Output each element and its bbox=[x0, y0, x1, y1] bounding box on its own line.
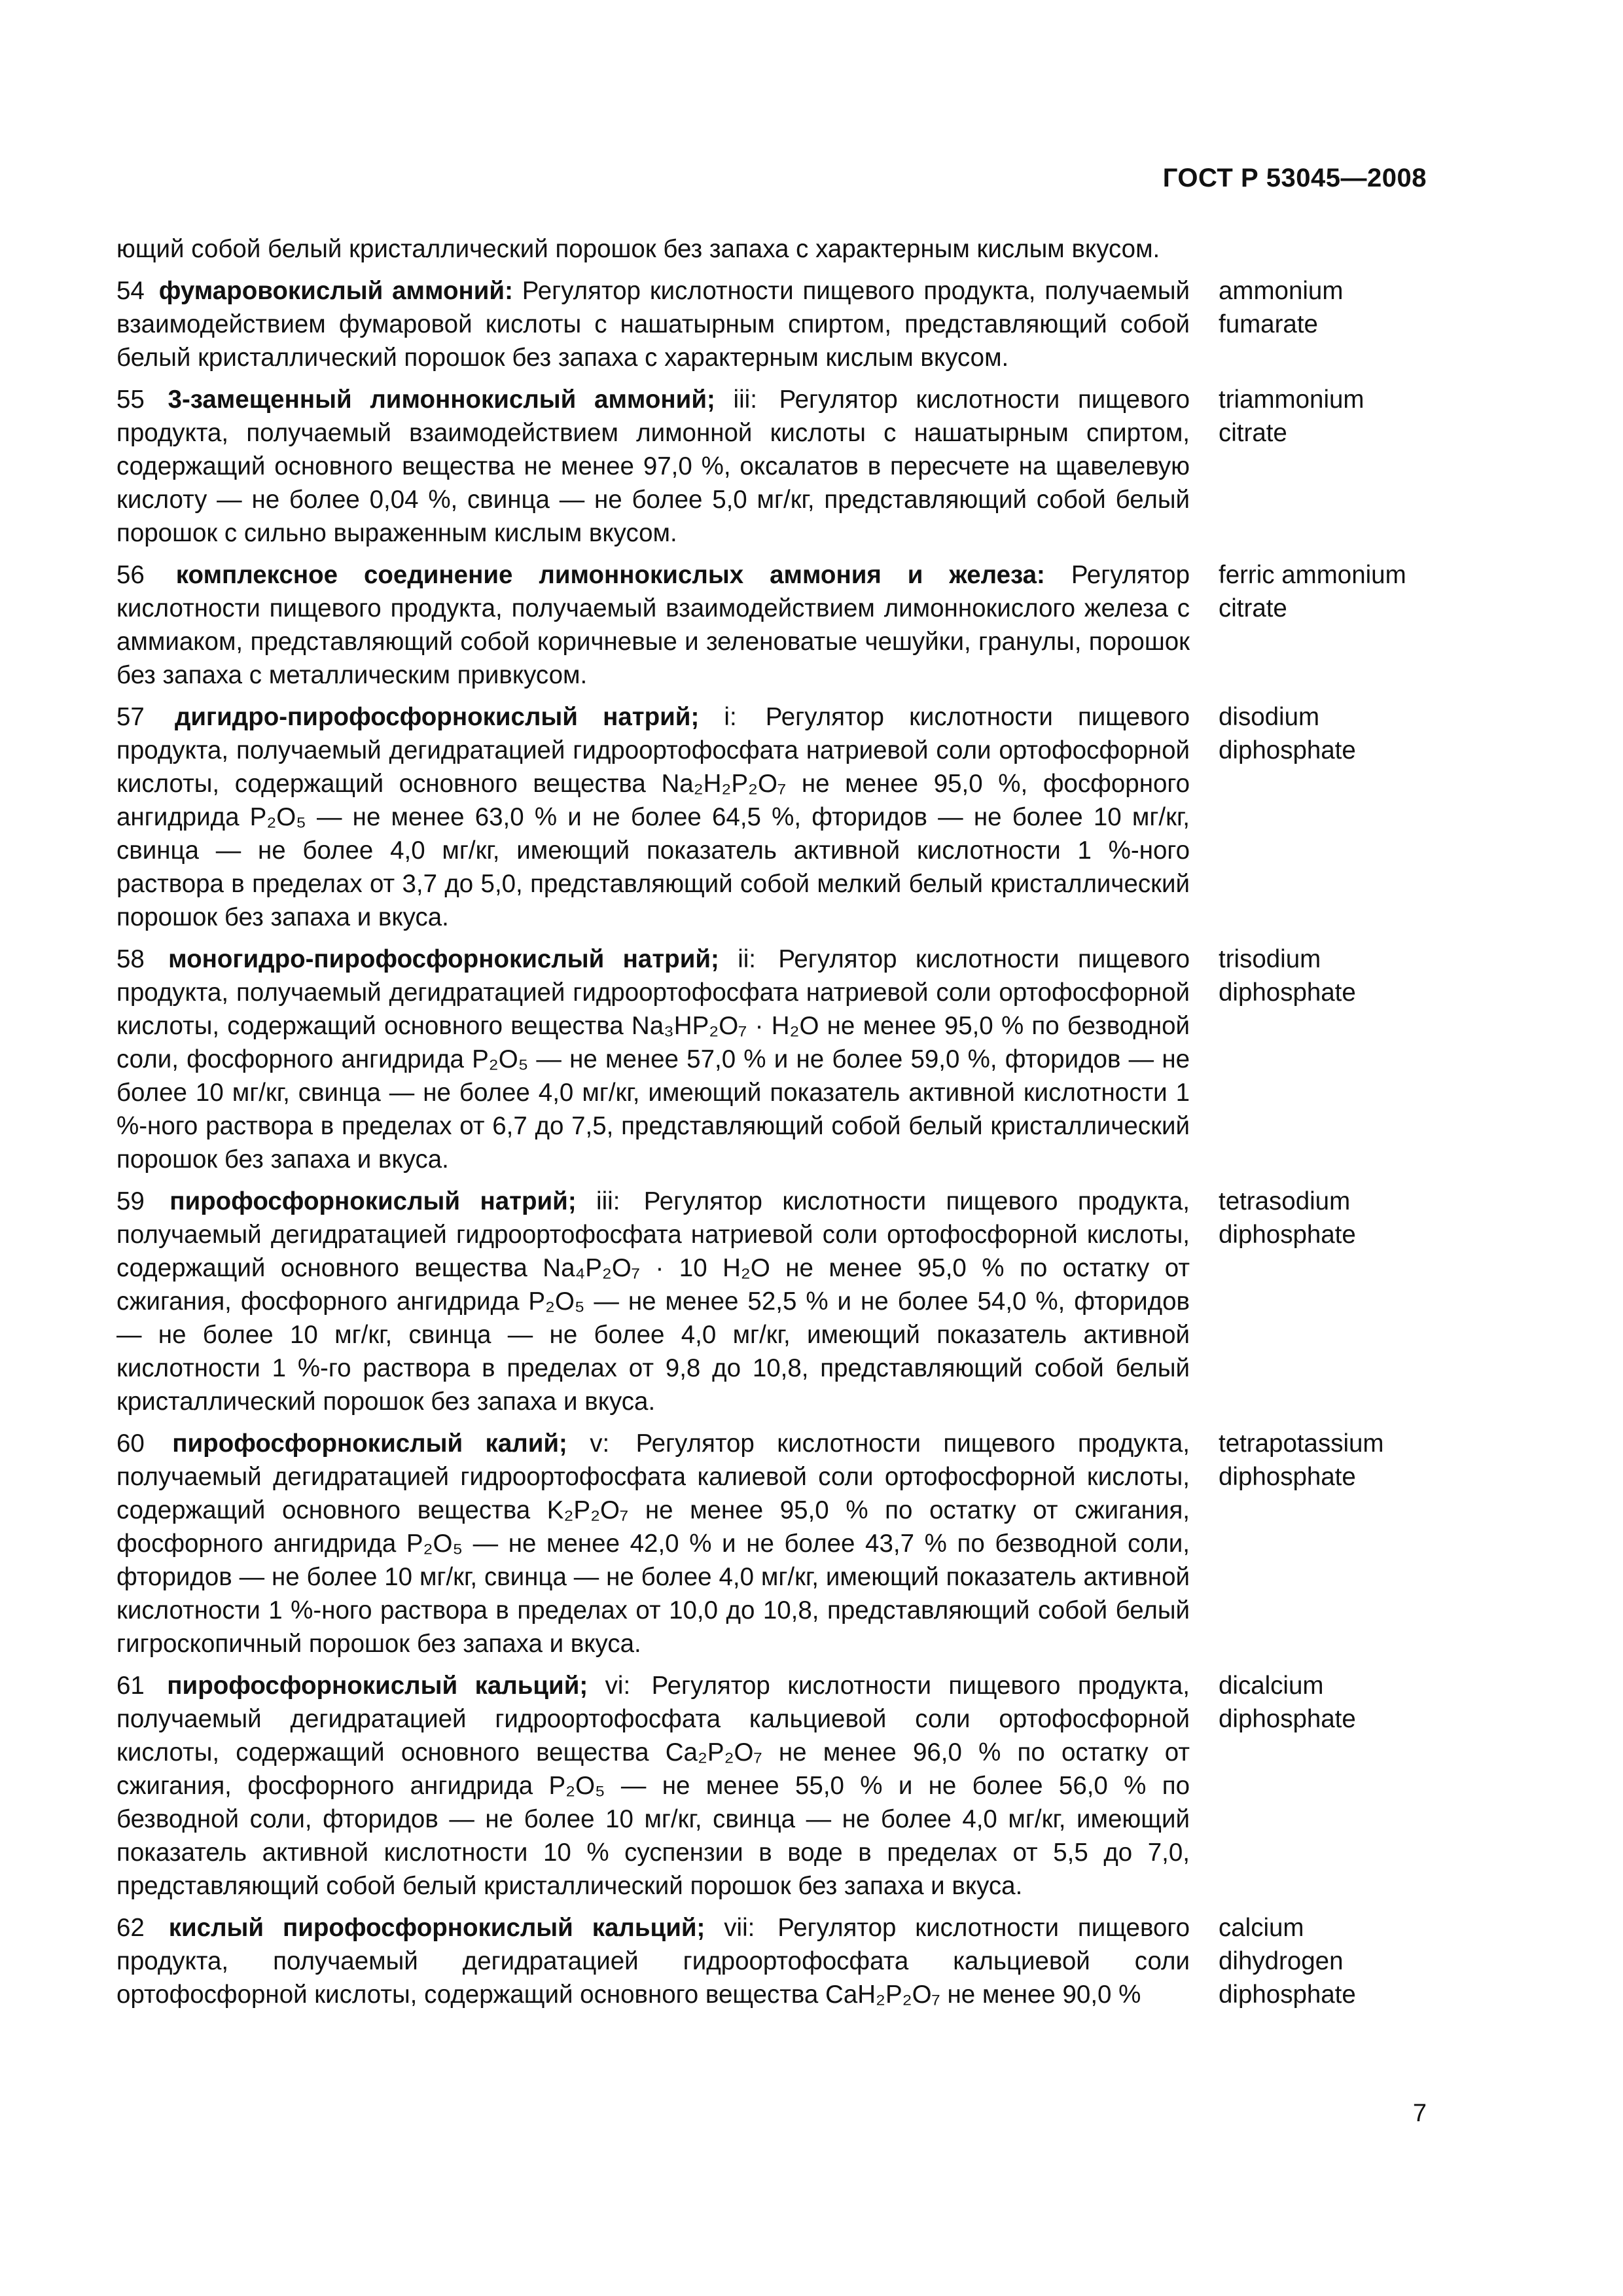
entry-text: Регулятор кислотности пищевого продукта, получаемый дегидратацией гидроортофосфата кальциевой соли ортофосфорной кислоты, содержащий основного вещества Ca₂P₂O₇ не менее 96,0 % по остатку от сжигания, фосфорного ангидрида P₂O₅ — не менее 55,0 % и не более 56,0 % по безводной соли, фторидов — не более 10 мг/кг, свинца — не более 4,0 мг/кг, имеющий показатель активной кислотности 10 % суспензии в воде в пределах от 5,5 до 7,0, представляющий собой белый кристаллический порошок без запаха и вкуса. bbox=[116, 1672, 1190, 1900]
entry-term-ru: пирофосфорнокислый натрий; bbox=[169, 1187, 577, 1215]
entry-description bbox=[116, 1669, 1190, 1903]
entry-term-en: disodium diphosphate bbox=[1219, 703, 1356, 764]
entry-55 bbox=[116, 383, 1445, 550]
entry-term-en: dicalcium diphosphate bbox=[1219, 1672, 1356, 1733]
entry-code: ii: bbox=[738, 945, 757, 973]
entry-60 bbox=[116, 1427, 1445, 1660]
entry-text: Регулятор кислотности пищевого продукта, получаемый взаимодействием лимоннокислого железа с аммиаком, представляющий собой коричневые и зеленоватые чешуйки, гранулы, порошок без запаха с металлическим привкусом. bbox=[116, 561, 1190, 689]
entry-text: Регулятор кислотности пищевого продукта, получаемый взаимодействием лимонной кислоты с нашатырным спиртом, содержащий основного вещества не менее 97,0 %, оксалатов в пересчете на щавелевую кислоту — не более 0,04 %, свинца — не более 5,0 мг/кг, представляющий собой белый порошок с сильно выраженным кислым вкусом. bbox=[116, 386, 1190, 547]
entry-code: vi: bbox=[605, 1672, 631, 1700]
entry-term-ru: фумаровокислый аммоний: bbox=[158, 277, 513, 305]
entry-term-ru: 3-замещенный лимоннокислый аммоний; bbox=[168, 386, 715, 414]
document-body bbox=[116, 232, 1445, 2020]
entry-description bbox=[116, 942, 1190, 1176]
entry-description bbox=[116, 700, 1190, 934]
page-number: 7 bbox=[1412, 2100, 1427, 2127]
entry-number: 54 bbox=[116, 277, 145, 305]
entry-term-ru: комплексное соединение лимоннокислых аммония и железа: bbox=[175, 561, 1045, 589]
entry-term-en: trisodium diphosphate bbox=[1219, 945, 1356, 1007]
entry-text: Регулятор кислотности пищевого продукта, получаемый дегидратацией гидроортофосфата натриевой соли ортофосфорной кислоты, содержащий основного вещества Na₃HP₂O₇ · H₂O не менее 95,0 % по безводной соли, фосфорного ангидрида P₂O₅ — не менее 57,0 % и не более 59,0 %, фторидов — не более 10 мг/кг, свинца — не более 4,0 мг/кг, имеющий показатель активной кислотности 1 %-ного раствора в пределах от 6,7 до 7,5, представляющий собой белый кристаллический порошок без запаха и вкуса. bbox=[116, 945, 1190, 1174]
entry-number: 61 bbox=[116, 1672, 145, 1700]
entry-code: vii: bbox=[724, 1914, 755, 1942]
entry-code: iii: bbox=[733, 386, 757, 414]
entry-56 bbox=[116, 558, 1445, 692]
entry-description bbox=[116, 1185, 1190, 1418]
entry-code: i: bbox=[724, 703, 737, 731]
entry-term-en: tetrapotassium diphosphate bbox=[1219, 1429, 1384, 1491]
entry-term-en: ammonium fumarate bbox=[1219, 277, 1344, 338]
entry-term-en: tetrasodium diphosphate bbox=[1219, 1187, 1356, 1249]
entry-text: Регулятор кислотности пищевого продукта, получаемый дегидратацией гидроортофосфата натриевой соли ортофосфорной кислоты, содержащий основного вещества Na₄P₂O₇ · 10 H₂O не менее 95,0 % по остатку от сжигания, фосфорного ангидрида P₂O₅ — не менее 52,5 % и не более 54,0 %, фторидов — не более 10 мг/кг, свинца — не более 4,0 мг/кг, имеющий показатель активной кислотности 1 %-го раствора в пределах от 9,8 до 10,8, представляющий собой белый кристаллический порошок без запаха и вкуса. bbox=[116, 1187, 1190, 1416]
entry-term-en: triammonium citrate bbox=[1219, 386, 1364, 447]
entry-61 bbox=[116, 1669, 1445, 1903]
entry-number: 62 bbox=[116, 1914, 145, 1942]
entry-code: v: bbox=[590, 1429, 610, 1458]
entry-number: 59 bbox=[116, 1187, 145, 1215]
entry-text: Регулятор кислотности пищевого продукта, получаемый взаимодействием фумаровой кислоты с нашатырным спиртом, представляющий собой белый кристаллический порошок без запаха с характерным кислым вкусом. bbox=[116, 277, 1190, 372]
entry-59 bbox=[116, 1185, 1445, 1418]
entry-62 bbox=[116, 1911, 1445, 2011]
entry-description bbox=[116, 1427, 1190, 1660]
entry-number: 57 bbox=[116, 703, 145, 731]
entry-description bbox=[116, 558, 1190, 692]
entry-number: 58 bbox=[116, 945, 145, 973]
entry-54 bbox=[116, 274, 1445, 374]
continuation-text: ющий собой белый кристаллический порошок без запаха с характерным кислым вкусом. bbox=[116, 235, 1160, 263]
entry-term-ru: пирофосфорнокислый калий; bbox=[172, 1429, 567, 1458]
entry-text: Регулятор кислотности пищевого продукта, получаемый дегидратацией гидроортофосфата натриевой соли ортофосфорной кислоты, содержащий основного вещества Na₂H₂P₂O₇ не менее 95,0 %, фосфорного ангидрида P₂O₅ — не менее 63,0 % и не более 64,5 %, фторидов — не более 10 мг/кг, свинца — не более 4,0 мг/кг, имеющий показатель активной кислотности 1 %-ного раствора в пределах от 3,7 до 5,0, представляющий собой мелкий белый кристаллический порошок без запаха и вкуса. bbox=[116, 703, 1190, 931]
entry-term-ru: моногидро-пирофосфорнокислый натрий; bbox=[168, 945, 719, 973]
entry-description bbox=[116, 1911, 1190, 2011]
entry-57 bbox=[116, 700, 1445, 934]
entry-term-ru: дигидро-пирофосфорнокислый натрий; bbox=[174, 703, 700, 731]
entry-text: Регулятор кислотности пищевого продукта, получаемый дегидратацией гидроортофосфата калиевой соли ортофосфорной кислоты, содержащий основного вещества K₂P₂O₇ не менее 95,0 % по остатку от сжигания, фосфорного ангидрида P₂O₅ — не менее 42,0 % и не более 43,7 % по безводной соли, фторидов — не более 10 мг/кг, свинца — не более 4,0 мг/кг, имеющий показатель активной кислотности 1 %-ного раствора в пределах от 10,0 до 10,8, представляющий собой белый гигроскопичный порошок без запаха и вкуса. bbox=[116, 1429, 1190, 1658]
entry-number: 56 bbox=[116, 561, 145, 589]
entry-text: Регулятор кислотности пищевого продукта, получаемый дегидратацией гидроортофосфата кальциевой соли ортофосфорной кислоты, содержащий основного вещества CaH₂P₂O₇ не менее 90,0 % bbox=[116, 1914, 1190, 2009]
entry-term-ru: пирофосфорнокислый кальций; bbox=[167, 1672, 588, 1700]
entry-58 bbox=[116, 942, 1445, 1176]
entry-term-ru: кислый пирофосфорнокислый кальций; bbox=[168, 1914, 705, 1942]
entry-term-en: calcium dihydrogen diphosphate bbox=[1219, 1914, 1356, 2009]
entry-code: iii: bbox=[596, 1187, 620, 1215]
entry-number: 55 bbox=[116, 386, 145, 414]
continuation-entry bbox=[116, 232, 1445, 266]
entry-description bbox=[116, 274, 1190, 374]
document-header-id: ГОСТ Р 53045—2008 bbox=[1162, 164, 1427, 192]
entry-number: 60 bbox=[116, 1429, 145, 1458]
entry-description bbox=[116, 383, 1190, 550]
entry-term-en: ferric ammonium citrate bbox=[1219, 561, 1406, 622]
